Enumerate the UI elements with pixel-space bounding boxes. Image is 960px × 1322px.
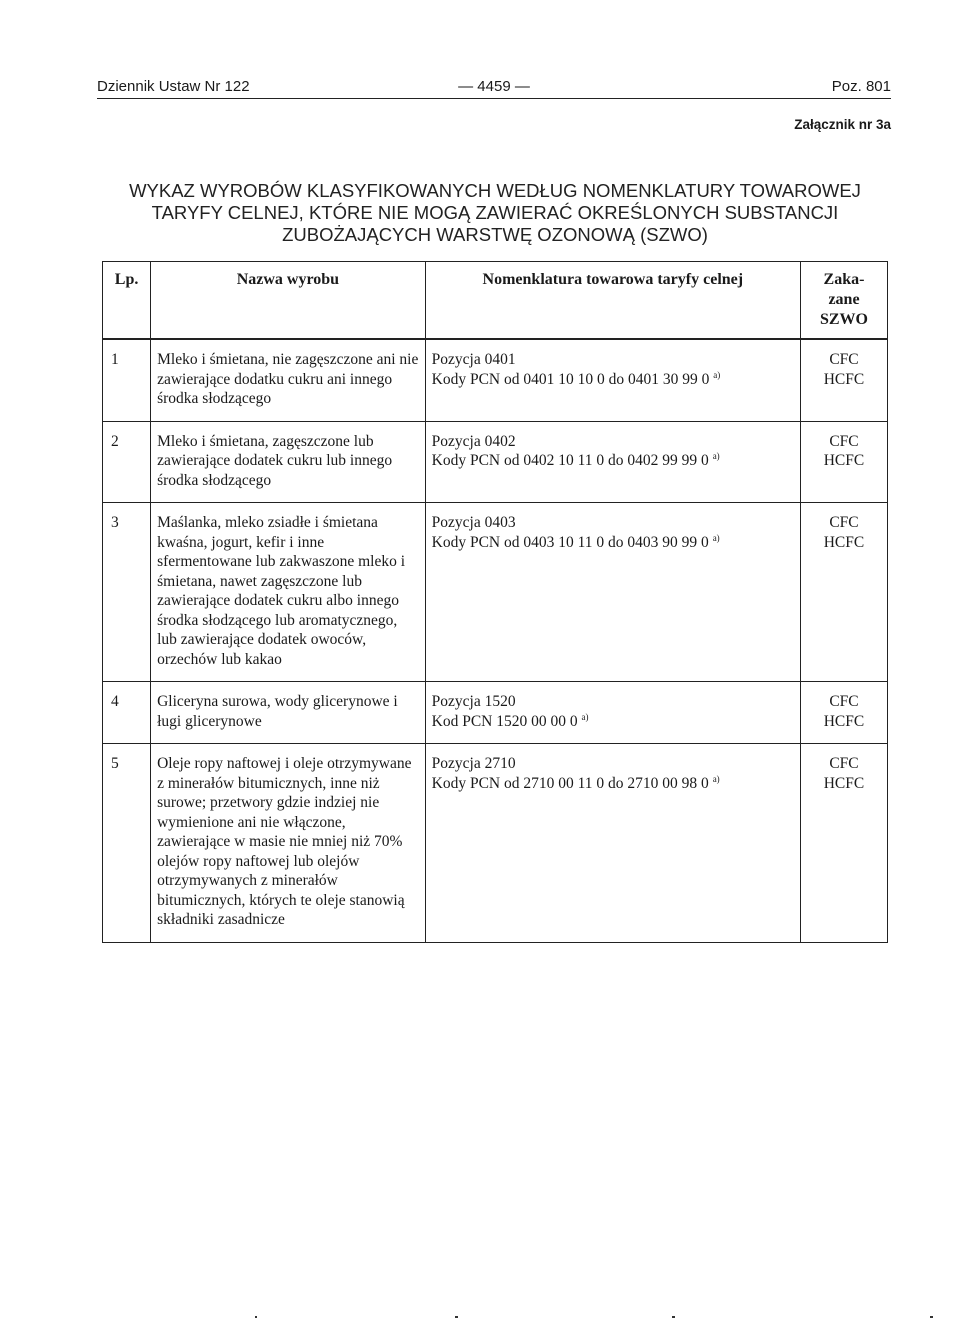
- scan-mark: [455, 1316, 458, 1318]
- szwo-hcfc: HCFC: [823, 452, 865, 469]
- row-pcn-codes: [432, 451, 794, 471]
- row-szwo: [800, 682, 887, 744]
- scan-mark: [930, 1316, 933, 1318]
- szwo-cfc: CFC: [829, 351, 859, 368]
- szwo-cfc: CFC: [829, 432, 859, 450]
- row-position: Pozycja 0401: [431, 351, 516, 368]
- row-lp: 2: [103, 421, 151, 503]
- row-szwo: [800, 421, 887, 503]
- szwo-hcfc: HCFC: [823, 774, 865, 792]
- footnote-marker: a): [713, 369, 721, 380]
- header-nomenclature: Nomenklatura towarowa taryfy celnej: [425, 262, 800, 340]
- row-position: Pozycja 2710: [431, 755, 516, 772]
- szwo-hcfc: HCFC: [823, 712, 865, 730]
- row-pcn-codes: [432, 712, 794, 732]
- row-nomenclature: [425, 682, 800, 744]
- footnote-marker: a): [712, 451, 720, 461]
- row-lp: 4: [103, 682, 151, 744]
- title-line-3: ZUBOŻAJĄCYCH WARSTWĘ OZONOWĄ (SZWO): [282, 224, 708, 245]
- row-nomenclature: [425, 503, 800, 682]
- header-szwo-line-2: zane: [828, 291, 860, 308]
- scan-edge-marks: [0, 1316, 960, 1322]
- row-lp: 1: [103, 339, 151, 421]
- szwo-hcfc: HCFC: [823, 370, 865, 388]
- scan-mark: [255, 1316, 257, 1318]
- row-szwo: [800, 339, 887, 421]
- row-product-name: Oleje ropy naftowej i oleje otrzymywane z minerałów bitumicznych, inne niż surowe; przetwory gdzie indziej nie wymienione ani nie włączone, zawierające w masie nie mniej niż 70% olejów ropy naftowej lub olejów otrzymywanych z minerałów bitumicznych, których te oleje stanowią składniki zasadnicze: [151, 744, 426, 943]
- document-title: [100, 180, 890, 246]
- footnote-marker: a): [712, 532, 720, 543]
- row-nomenclature: [425, 744, 800, 943]
- footnote-marker: a): [712, 773, 720, 784]
- row-product-name: Mleko i śmietana, nie zagęszczone ani nie zawierające dodatku cukru ani innego środka słodzącego: [151, 339, 426, 421]
- row-nomenclature: [425, 421, 800, 503]
- page-number: — 4459 —: [458, 78, 530, 95]
- row-lp: 5: [103, 744, 151, 943]
- header-lp: Lp.: [103, 262, 151, 340]
- row-szwo: [800, 744, 887, 943]
- szwo-hcfc: HCFC: [823, 533, 865, 551]
- row-position: Pozycja 1520: [431, 693, 516, 710]
- row-product-name: Mleko i śmietana, zagęszczone lub zawierające dodatek cukru lub innego środka słodzącego: [151, 421, 426, 503]
- table-row: [103, 682, 888, 744]
- header-product-name: Nazwa wyrobu: [151, 262, 426, 340]
- szwo-cfc: CFC: [829, 514, 859, 531]
- header-prohibited-szwo: [800, 262, 887, 340]
- row-pcn-codes: [432, 370, 794, 390]
- pcn-codes-text: Kody PCN od 0403 10 11 0 do 0403 90 99 0: [431, 533, 709, 551]
- row-position: Pozycja 0402: [431, 432, 516, 450]
- annex-label: Załącznik nr 3a: [794, 117, 891, 132]
- pcn-codes-text: Kody PCN od 0401 10 10 0 do 0401 30 99 0: [431, 370, 710, 388]
- szwo-cfc: CFC: [829, 693, 859, 710]
- scan-mark: [672, 1316, 675, 1318]
- row-position: Pozycja 0403: [431, 514, 516, 531]
- journal-name: Dziennik Ustaw Nr 122: [97, 78, 250, 95]
- title-line-1: WYKAZ WYROBÓW KLASYFIKOWANYCH WEDŁUG NOMENKLATURY TOWAROWEJ: [129, 180, 861, 201]
- row-nomenclature: [425, 339, 800, 421]
- row-product-name: Gliceryna surowa, wody glicerynowe i ługi glicerynowe: [151, 682, 426, 744]
- pcn-codes-text: Kody PCN od 2710 00 11 0 do 2710 00 98 0: [431, 774, 709, 792]
- substances-table: [102, 261, 888, 943]
- table-row: [103, 503, 888, 682]
- row-pcn-codes: [432, 774, 794, 794]
- pcn-codes-text: Kody PCN od 0402 10 11 0 do 0402 99 99 0: [431, 452, 709, 469]
- position-number: Poz. 801: [831, 78, 891, 95]
- row-szwo: [800, 503, 887, 682]
- page-header: [97, 78, 891, 99]
- row-product-name: Maślanka, mleko zsiadłe i śmietana kwaśna, jogurt, kefir i inne sfermentowane lub zakwaszone mleko i śmietana, nawet zagęszczone lub zawierające dodatek cukru albo innego środka słodzącego lub aromatycznego, lub zawierające dodatek owoców, orzechów lub kakao: [151, 503, 426, 682]
- table-header-row: [103, 262, 888, 340]
- row-lp: 3: [103, 503, 151, 682]
- footnote-marker: a): [581, 711, 589, 722]
- pcn-codes-text: Kod PCN 1520 00 00 0: [431, 712, 578, 730]
- szwo-cfc: CFC: [829, 755, 859, 772]
- table-row: [103, 421, 888, 503]
- header-szwo-line-3: SZWO: [819, 311, 868, 328]
- title-line-2: TARYFY CELNEJ, KTÓRE NIE MOGĄ ZAWIERAĆ OKREŚLONYCH SUBSTANCJI: [151, 202, 839, 223]
- table-row: [103, 339, 888, 421]
- header-szwo-line-1: Zaka-: [823, 271, 865, 288]
- table-row: [103, 744, 888, 943]
- row-pcn-codes: [432, 533, 794, 553]
